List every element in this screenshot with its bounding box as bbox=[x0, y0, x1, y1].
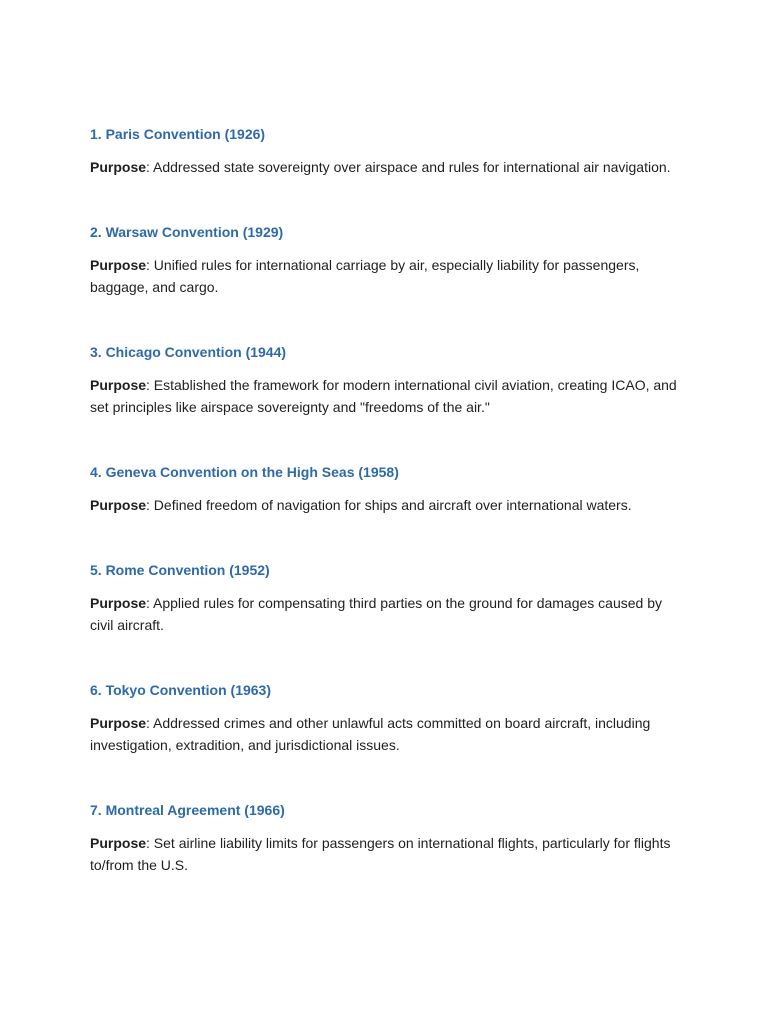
section-heading: 6. Tokyo Convention (1963) bbox=[90, 682, 271, 698]
purpose-paragraph bbox=[90, 374, 680, 418]
convention-section-rome bbox=[90, 560, 680, 636]
section-heading: 3. Chicago Convention (1944) bbox=[90, 344, 287, 360]
purpose-text: : Established the framework for modern international civil aviation, creating ICAO, and set principles like airspace sovereignty and "freedoms of the air." bbox=[90, 377, 677, 415]
purpose-paragraph bbox=[90, 254, 680, 298]
section-heading: 2. Warsaw Convention (1929) bbox=[90, 224, 284, 240]
convention-section-geneva bbox=[90, 462, 680, 516]
convention-section-chicago bbox=[90, 342, 680, 418]
section-heading: 1. Paris Convention (1926) bbox=[90, 126, 266, 142]
purpose-paragraph bbox=[90, 156, 680, 178]
purpose-label: Purpose bbox=[90, 835, 147, 851]
purpose-label: Purpose bbox=[90, 497, 147, 513]
convention-section-paris bbox=[90, 124, 680, 178]
purpose-text: : Addressed state sovereignty over airspace and rules for international air navigation. bbox=[146, 159, 671, 175]
purpose-text: : Addressed crimes and other unlawful acts committed on board aircraft, including investigation, extradition, and jurisdictional issues. bbox=[90, 715, 651, 753]
document-page bbox=[90, 124, 680, 876]
purpose-label: Purpose bbox=[90, 715, 147, 731]
purpose-label: Purpose bbox=[90, 159, 147, 175]
purpose-text: : Defined freedom of navigation for ships and aircraft over international waters. bbox=[146, 497, 632, 513]
purpose-text: : Unified rules for international carriage by air, especially liability for passengers, baggage, and cargo. bbox=[90, 257, 640, 295]
purpose-paragraph bbox=[90, 592, 680, 636]
convention-section-montreal bbox=[90, 800, 680, 876]
purpose-label: Purpose bbox=[90, 377, 147, 393]
purpose-label: Purpose bbox=[90, 595, 147, 611]
section-heading: 4. Geneva Convention on the High Seas (1958) bbox=[90, 464, 399, 480]
purpose-paragraph bbox=[90, 494, 680, 516]
purpose-label: Purpose bbox=[90, 257, 147, 273]
convention-section-tokyo bbox=[90, 680, 680, 756]
purpose-text: : Applied rules for compensating third parties on the ground for damages caused by civil aircraft. bbox=[90, 595, 662, 633]
purpose-text: : Set airline liability limits for passengers on international flights, particularly for flights to/from the U.S. bbox=[90, 835, 671, 873]
convention-section-warsaw bbox=[90, 222, 680, 298]
section-heading: 7. Montreal Agreement (1966) bbox=[90, 802, 285, 818]
section-heading: 5. Rome Convention (1952) bbox=[90, 562, 270, 578]
purpose-paragraph bbox=[90, 712, 680, 756]
purpose-paragraph bbox=[90, 832, 680, 876]
